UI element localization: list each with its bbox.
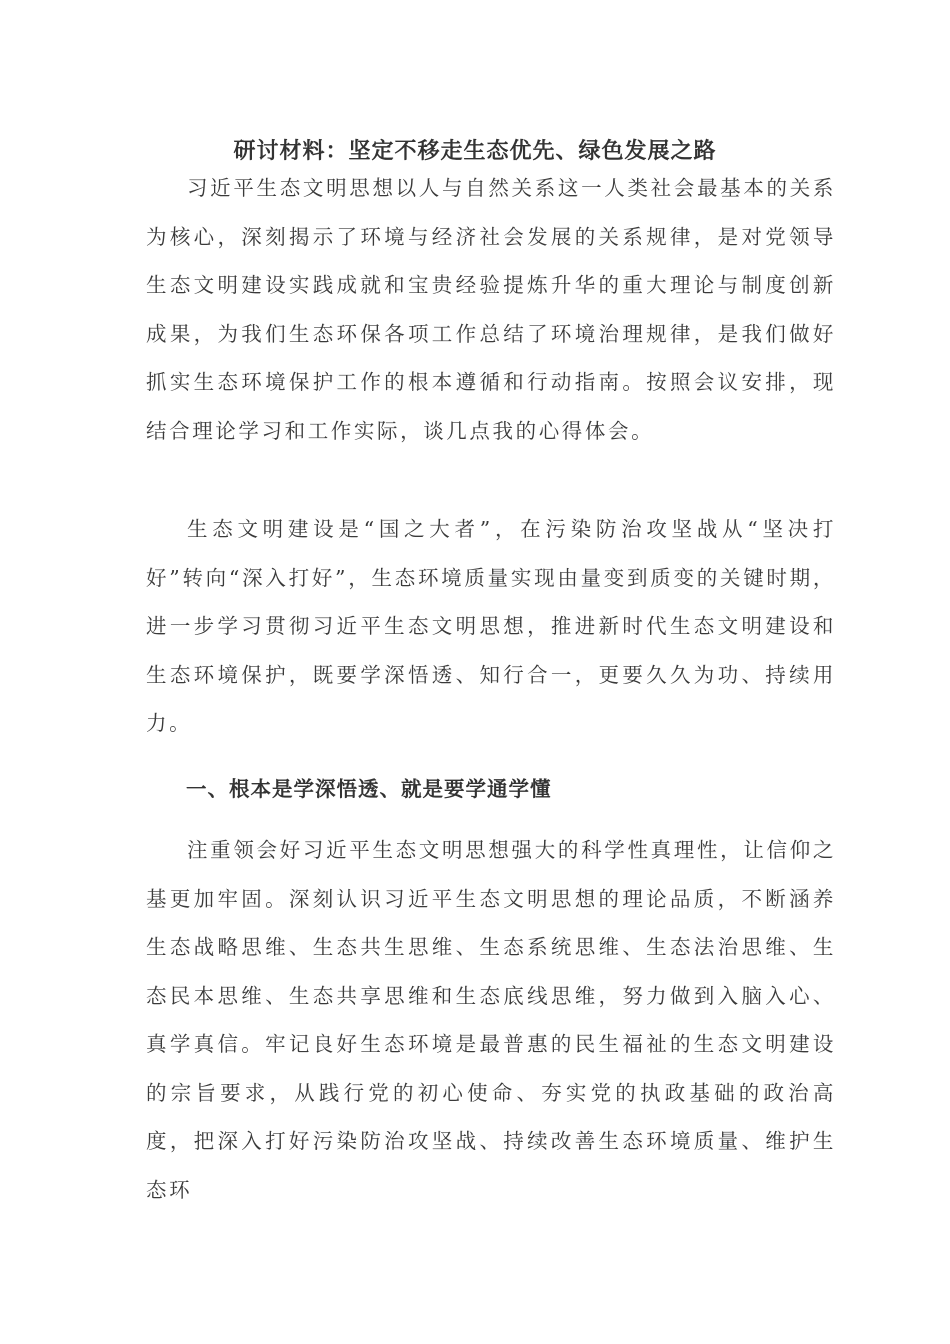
body-paragraph-intro: 习近平生态文明思想以人与自然关系这一人类社会最基本的关系为核心，深刻揭示了环境与经济社会发展的关系规律，是对党领导生态文明建设实践成就和宝贵经验提炼升华的重大理论与制度创新成果，为我们生态环保各项工作总结了环境治理规律，是我们做好抓实生态环境保护工作的根本遵循和行动指南。按照会议安排，现结合理论学习和工作实际，谈几点我的心得体会。 — [146, 176, 836, 443]
body-paragraph-context: 生态文明建设是“国之大者”，在污染防治攻坚战从“坚决打好”转向“深入打好”，生态环境质量实现由量变到质变的关键时期，进一步学习贯彻习近平生态文明思想，推进新时代生态文明建设和生态环境保护，既要学深悟透、知行合一，更要久久为功、持续用力。 — [146, 517, 836, 735]
section-heading: 一、根本是学深悟透、就是要学通学懂 — [186, 777, 552, 801]
document-title: 研讨材料：坚定不移走生态优先、绿色发展之路 — [233, 138, 717, 164]
body-paragraph-section-one: 注重领会好习近平生态文明思想强大的科学性真理性，让信仰之基更加牢固。深刻认识习近平生态文明思想的理论品质，不断涵养生态战略思维、生态共生思维、生态系统思维、生态法治思维、生态民本思维、生态共享思维和生态底线思维，努力做到入脑入心、真学真信。牢记良好生态环境是最普惠的民生福祉的生态文明建设的宗旨要求，从践行党的初心使命、夯实党的执政基础的政治高度，把深入打好污染防治攻坚战、持续改善生态环境质量、维护生态环 — [146, 838, 836, 1202]
